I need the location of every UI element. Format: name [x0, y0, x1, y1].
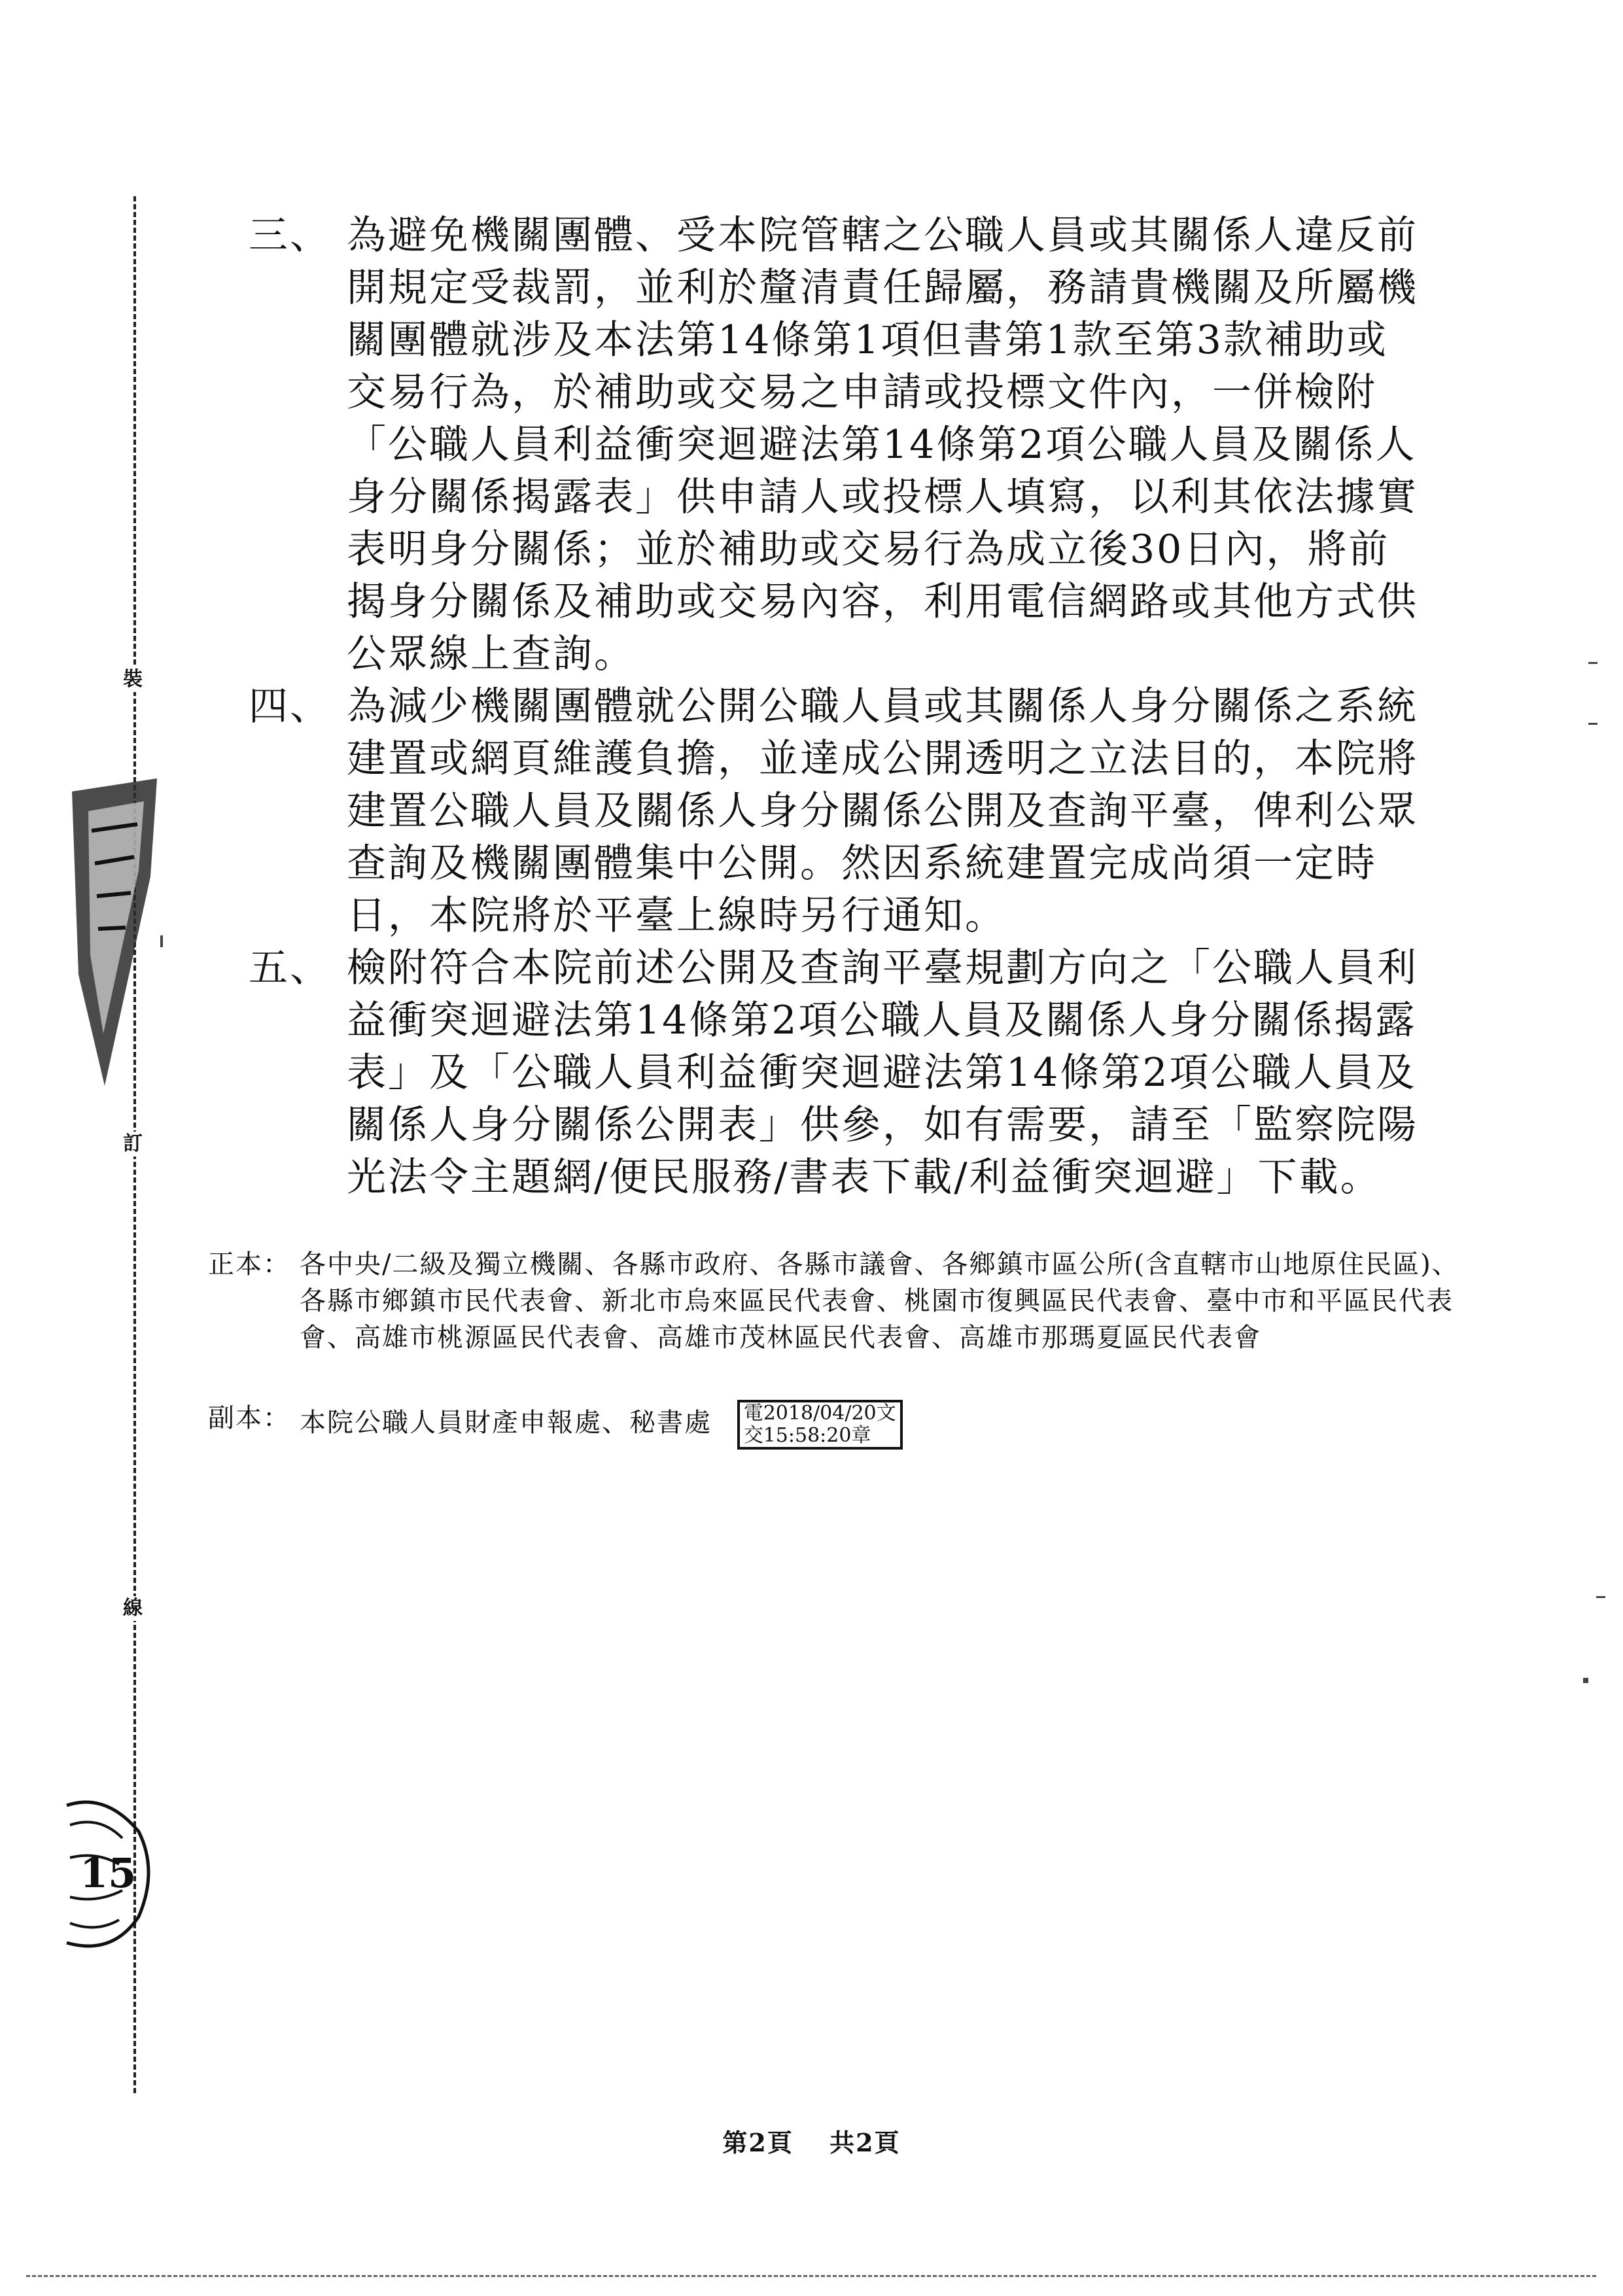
section-5 [249, 942, 1426, 1204]
margin-mark [1588, 662, 1597, 664]
section-text: 為避免機關團體、受本院管轄之公職人員或其關係人違反前開規定受裁罰，並利於釐清責任歸屬，務請貴機關及所屬機關團體就涉及本法第14條第1項但書第1款至第3款補助或交易行為，於補助或交易之申請或投標文件內，一併檢附「公職人員利益衝突迴避法第14條第2項公職人員及關係人身分關係揭露表」供申請人或投標人填寫，以利其依法據實表明身分關係；並於補助或交易行為成立後30日內，將前揭身分關係及補助或交易內容，利用電信網路或其他方式供公眾線上查詢。 [347, 213, 1418, 677]
page-number: 第2頁 [722, 2128, 794, 2157]
binding-char-xian: 線 [123, 1597, 143, 1620]
electronic-seal-stamp [737, 1400, 903, 1450]
section-number: 四、 [249, 684, 331, 729]
margin-mark [160, 935, 163, 947]
svg-text:15: 15 [80, 1849, 137, 1897]
original-recipients [208, 1246, 1484, 1356]
binding-char-ding: 訂 [123, 1132, 143, 1155]
partial-page-seal [60, 1792, 158, 1956]
section-text: 為減少機關團體就公開公職人員或其關係人身分關係之系統建置或網頁維護負擔，並達成公開透明之立法目的，本院將建置公職人員及關係人身分關係公開及查詢平臺，俾利公眾查詢及機關團體集中公開。然因系統建置完成尚須一定時日，本院將於平臺上線時另行通知。 [347, 684, 1418, 939]
binding-char-zhuang: 裝 [123, 668, 143, 691]
margin-mark [1588, 723, 1597, 725]
copy-label: 副本： [208, 1403, 290, 1433]
page-footer [0, 2123, 1623, 2159]
margin-mark [1596, 1596, 1605, 1598]
partial-seal-stamp [65, 778, 164, 1086]
stamp-line-2: 交15:58:20章 [743, 1424, 871, 1447]
section-text: 檢附符合本院前述公開及查詢平臺規劃方向之「公職人員利益衝突迴避法第14條第2項公職人員及關係人身分關係揭露表」及「公職人員利益衝突迴避法第14條第2項公職人員及關係人身分關係公開表」供參，如有需要，請至「監察院陽光法令主題網/便民服務/書表下載/利益衝突迴避」下載。 [347, 945, 1418, 1200]
section-4 [249, 680, 1426, 942]
section-number: 三、 [249, 213, 331, 258]
page-total: 共2頁 [829, 2128, 901, 2157]
stamp-line-1: 電2018/04/20文 [743, 1402, 896, 1425]
original-label: 正本： [208, 1249, 290, 1279]
copy-recipient-list: 本院公職人員財產申報處、秘書處 [300, 1408, 712, 1438]
section-3 [249, 209, 1426, 680]
margin-mark [1583, 1678, 1588, 1683]
scan-edge [26, 2275, 1596, 2277]
copy-recipients [208, 1400, 1484, 1450]
original-recipient-list: 各中央/二級及獨立機關、各縣市政府、各縣市議會、各鄉鎮市區公所(含直轄市山地原住民區)、各縣市鄉鎮市民代表會、新北市烏來區民代表會、桃園市復興區民代表會、臺中市和平區民代表會、高雄市桃源區民代表會、高雄市茂林區民代表會、高雄市那瑪夏區民代表會 [300, 1249, 1459, 1353]
section-number: 五、 [249, 945, 331, 991]
